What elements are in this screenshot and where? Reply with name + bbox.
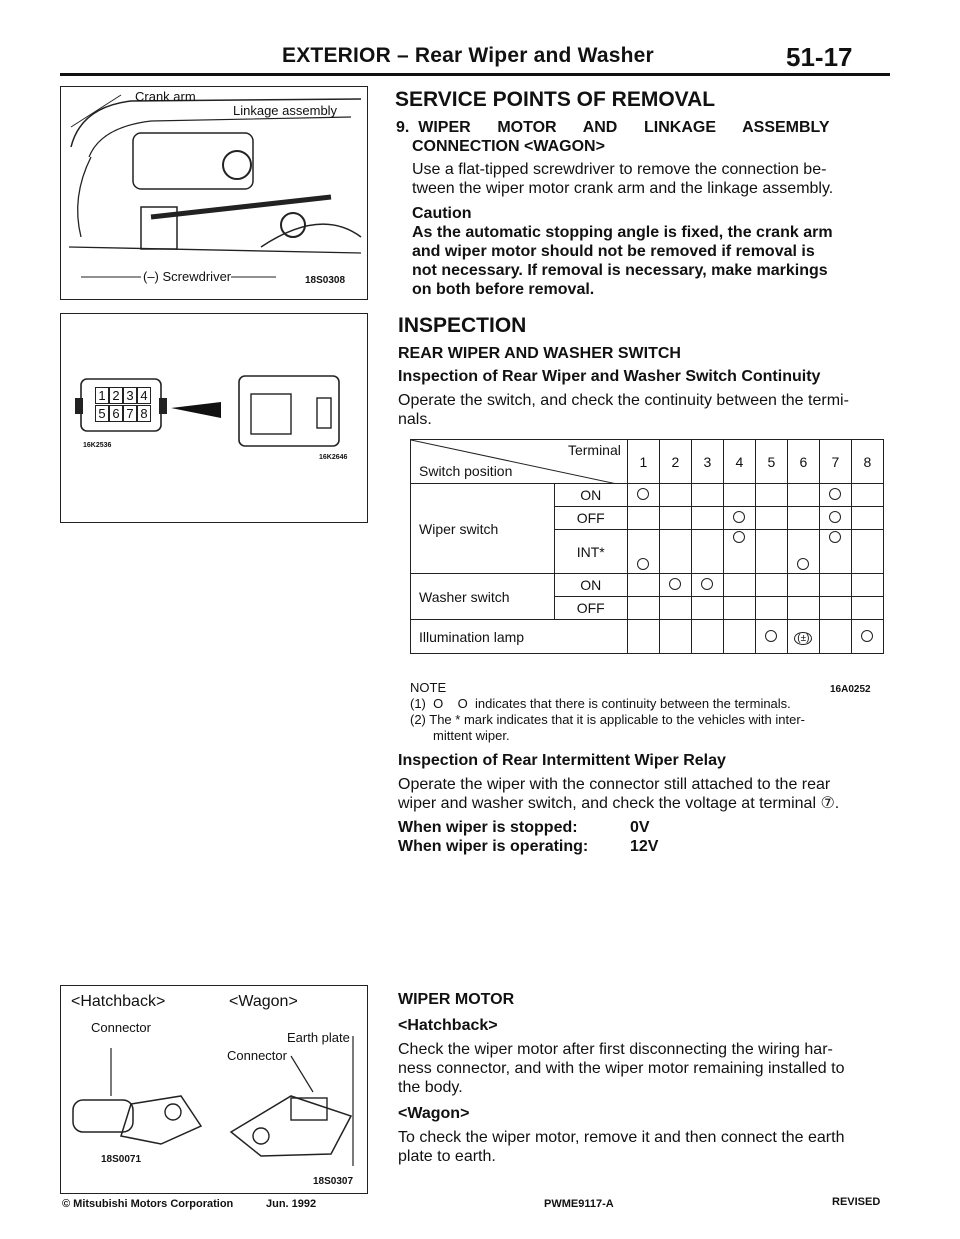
table-id: 16A0252 <box>830 684 871 695</box>
terminal-6: 6 <box>787 440 819 484</box>
motor-h-line3: the body. <box>398 1079 463 1096</box>
terminal-3: 3 <box>691 440 723 484</box>
continuity-mark <box>829 531 841 543</box>
figure-wiper-motor <box>60 985 368 1194</box>
continuity-table <box>410 439 884 654</box>
pin-8: 8 <box>137 405 151 422</box>
continuity-mark <box>829 511 841 523</box>
pin-row-top <box>95 387 151 404</box>
continuity-mark <box>733 531 745 543</box>
label-crank-arm: Crank arm <box>135 89 196 104</box>
pin-7: 7 <box>123 405 137 422</box>
pin-6: 6 <box>109 405 123 422</box>
label-earth-plate: Earth plate <box>287 1030 350 1045</box>
label-wagon: <Wagon> <box>229 993 298 1010</box>
pin-row-bottom <box>95 405 151 422</box>
figure-id-left: 16K2536 <box>83 442 112 449</box>
label-hatchback: <Hatchback> <box>71 993 166 1010</box>
continuity-mark <box>701 578 713 590</box>
header-rule <box>60 73 890 76</box>
continuity-mark <box>669 578 681 590</box>
relay-stopped-value: 0V <box>630 819 650 836</box>
label-connector-w: Connector <box>227 1048 287 1063</box>
footer-date: Jun. 1992 <box>266 1198 317 1210</box>
terminal-1: 1 <box>627 440 659 484</box>
motor-title: WIPER MOTOR <box>398 991 515 1008</box>
pin-3: 3 <box>123 387 137 404</box>
continuity-mark <box>637 558 649 570</box>
terminal-7: 7 <box>819 440 851 484</box>
motor-w-line1: To check the wiper motor, remove it and then connect the earth <box>398 1129 845 1146</box>
terminal-8: 8 <box>851 440 883 484</box>
continuity-mark <box>637 488 649 500</box>
continuity-mark <box>765 630 777 642</box>
footer-code: PWME9117-A <box>544 1198 614 1210</box>
service-body-2: tween the wiper motor crank arm and the linkage assembly. <box>412 180 834 197</box>
caution-label: Caution <box>412 205 472 222</box>
continuity-mark <box>861 630 873 642</box>
caution-1: As the automatic stopping angle is fixed, the crank arm <box>412 224 833 241</box>
note-2b: mittent wiper. <box>433 728 510 743</box>
inspection-sub1: REAR WIPER AND WASHER SWITCH <box>398 345 681 362</box>
relay-operating-label: When wiper is operating: <box>398 838 589 855</box>
switch-position-label: Switch position <box>419 463 513 479</box>
note-label: NOTE <box>410 680 447 695</box>
caution-2: and wiper motor should not be removed if removal is <box>412 243 815 260</box>
label-linkage: Linkage assembly <box>233 103 338 118</box>
figure-linkage <box>60 86 368 300</box>
figure-connector <box>60 313 368 523</box>
footer-revised: REVISED <box>832 1196 881 1208</box>
note-2: (2) The * mark indicates that it is applicable to the vehicles with inter- <box>410 712 805 727</box>
service-title: SERVICE POINTS OF REMOVAL <box>395 88 716 111</box>
motor-hatchback: <Hatchback> <box>398 1017 498 1034</box>
linkage-illustration <box>61 87 367 299</box>
relay-line1: Operate the wiper with the connector still attached to the rear <box>398 776 831 793</box>
pin-1: 1 <box>95 387 109 404</box>
row-washer-switch: Washer switch <box>411 574 555 620</box>
inspection-sub2: Inspection of Rear Wiper and Washer Switch Continuity <box>398 368 821 385</box>
pin-5: 5 <box>95 405 109 422</box>
row-wiper-off: OFF <box>554 507 627 530</box>
pin-2: 2 <box>109 387 123 404</box>
relay-line2: wiper and washer switch, and check the voltage at terminal ⑦. <box>398 795 840 812</box>
page-number: 51-17 <box>786 42 853 72</box>
row-washer-off: OFF <box>554 597 627 620</box>
service-item: 9. WIPER MOTOR AND LINKAGE ASSEMBLY <box>396 119 830 136</box>
pin-4: 4 <box>137 387 151 404</box>
terminal-5: 5 <box>755 440 787 484</box>
motor-wagon: <Wagon> <box>398 1105 470 1122</box>
continuity-mark <box>829 488 841 500</box>
inspection-title: INSPECTION <box>398 314 527 337</box>
motor-w-line2: plate to earth. <box>398 1148 496 1165</box>
note-1: (1) O O indicates that there is continuity between the terminals. <box>410 696 791 711</box>
figure-id-h: 18S0071 <box>101 1154 142 1165</box>
row-wiper-switch: Wiper switch <box>411 484 555 574</box>
continuity-mark <box>733 511 745 523</box>
row-washer-on: ON <box>554 574 627 597</box>
continuity-mark <box>797 558 809 570</box>
terminal-label: Terminal <box>567 442 621 458</box>
terminal-2: 2 <box>659 440 691 484</box>
relay-title: Inspection of Rear Intermittent Wiper Relay <box>398 752 726 769</box>
service-item-2: CONNECTION <WAGON> <box>412 138 605 155</box>
caution-4: on both before removal. <box>412 281 595 298</box>
figure-id-right: 16K2646 <box>319 454 348 461</box>
motor-h-line2: ness connector, and with the wiper motor remaining installed to <box>398 1060 845 1077</box>
figure-id-w: 18S0307 <box>313 1176 354 1187</box>
motor-h-line1: Check the wiper motor after first disconnecting the wiring har- <box>398 1041 833 1058</box>
service-body-1: Use a flat-tipped screwdriver to remove the connection be- <box>412 161 827 178</box>
label-connector-h: Connector <box>91 1020 151 1035</box>
relay-operating-value: 12V <box>630 838 659 855</box>
row-wiper-int: INT* <box>554 530 627 574</box>
row-wiper-on: ON <box>554 484 627 507</box>
footer-copyright: © Mitsubishi Motors Corporation <box>62 1198 234 1210</box>
caution-3: not necessary. If removal is necessary, make markings <box>412 262 828 279</box>
label-screwdriver: (–) Screwdriver <box>143 269 232 284</box>
relay-stopped-label: When wiper is stopped: <box>398 819 578 836</box>
row-illumination: Illumination lamp <box>411 620 628 654</box>
page-title: EXTERIOR – Rear Wiper and Washer <box>282 44 654 67</box>
inspection-intro-2: nals. <box>398 411 432 428</box>
terminal-4: 4 <box>723 440 755 484</box>
figure-id: 18S0308 <box>305 275 346 286</box>
inspection-intro-1: Operate the switch, and check the continuity between the termi- <box>398 392 849 409</box>
lamp-mark: (±) <box>794 632 812 645</box>
